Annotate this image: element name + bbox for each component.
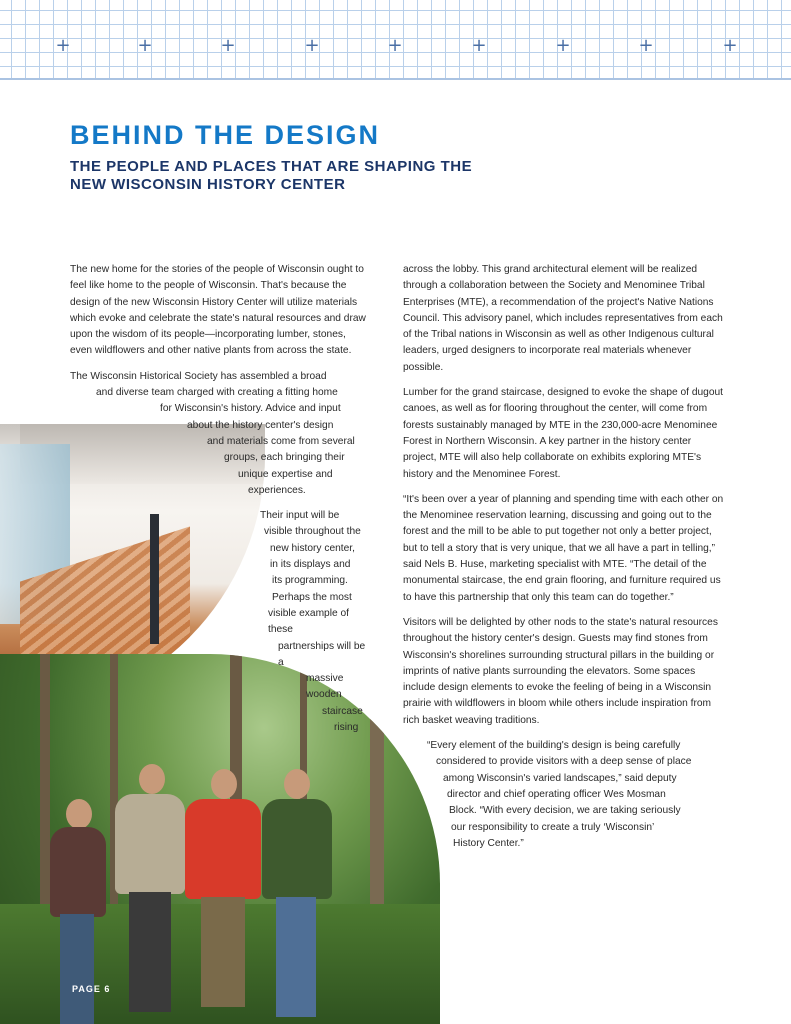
text-line: new history center, <box>270 542 355 554</box>
plus-icon: + <box>137 35 153 56</box>
text-line: our responsibility to create a truly ‘Wisconsin’ <box>451 821 655 833</box>
text-line: Their input will be <box>260 510 340 522</box>
plus-icon: + <box>471 35 487 56</box>
page-number: PAGE 6 <box>72 984 111 994</box>
text-line: considered to provide visitors with a deep sense of place <box>436 756 692 768</box>
text-line: staircase <box>322 705 363 717</box>
text-line: unique expertise and <box>238 468 333 480</box>
text-line: about the history center's design <box>187 419 334 431</box>
plus-icon: + <box>55 35 71 56</box>
header-grid-decoration <box>0 0 791 80</box>
body-paragraph <box>70 508 370 736</box>
text-line: massive wooden <box>306 673 344 701</box>
plus-icon: + <box>304 35 320 56</box>
text-line: visible throughout the <box>264 526 361 538</box>
text-line: Block. “With every decision, we are taking seriously <box>449 805 681 817</box>
text-line: and diverse team charged with creating a fitting home <box>96 387 338 399</box>
body-paragraph: Visitors will be delighted by other nods to the state's natural resources throughout the history center's design. Guests may find stones from Wisconsin's shorelines surrounding structural pillars in the building or imprints of native plants surrounding the elevators. Some spaces include design elements to evoke the feeling of being in a Wisconsin prairie with wildflowers in bloom while others include inspiration from rich basket weaving traditions. <box>403 616 718 726</box>
plus-icon: + <box>220 35 236 56</box>
text-line: rising <box>334 722 359 734</box>
text-line: The Wisconsin Historical Society has assembled a broad <box>70 370 327 382</box>
text-line: and materials come from several <box>207 435 355 447</box>
body-paragraph <box>70 369 370 499</box>
page-subtitle: THE PEOPLE AND PLACES THAT ARE SHAPING THE NEW WISCONSIN HISTORY CENTER <box>70 158 473 193</box>
left-column <box>70 262 370 736</box>
body-paragraph: The new home for the stories of the people of Wisconsin ought to feel like home to the people of Wisconsin. That's because the design of the new Wisconsin History Center will utilize materials which evoke and celebrate the state's natural resources and draw upon the wisdom of its people—incorporating lumber, stones, even wildflowers and other native plants from across the state. <box>70 264 366 357</box>
page-title: BEHIND THE DESIGN <box>70 120 381 150</box>
text-line: its programming. <box>272 575 348 587</box>
text-line: for Wisconsin's history. Advice and input <box>160 403 341 415</box>
body-paragraph: across the lobby. This grand architectural element will be realized through a collaboration between the Society and Menominee Tribal Enterprises (MTE), a recommendation of the project's Native Nations Council. This advisory panel, which includes representatives from each of the Tribal nations in Wisconsin as well as other Indigenous cultural leaders, urged designers to incorporate real materials whenever possible. <box>403 264 723 373</box>
text-line: visible example of these <box>268 607 349 636</box>
text-line: among Wisconsin's varied landscapes,” said deputy <box>443 772 677 784</box>
body-paragraph: Lumber for the grand staircase, designed to evoke the shape of dugout canoes, as well as for flooring throughout the center, will come from forests sustainably managed by MTE in the 230,000-acre Menominee Forest in Northern Wisconsin. A key partner in the history center project, MTE will also help collaborate on exhibits exploring MTE's history and the Menominee Forest. <box>403 387 723 480</box>
text-line: History Center.” <box>453 837 524 849</box>
quote-paragraph: “It's been over a year of planning and spending time with each other on the Menominee reservation learning, discussing and going out to the forest and the mill to be able to put together not only a better project, but to tell a story that is very unique, that we all have a part in telling,” said Nels B. Huse, marketing specialist with MTE. “The detail of the monumental staircase, the end grain flooring, and furniture required us to have this partnership that only this team can do together.” <box>403 493 724 603</box>
plus-icon: + <box>722 35 738 56</box>
text-line: groups, each bringing their <box>224 452 345 464</box>
text-line: director and chief operating officer Wes Mosman <box>447 788 666 800</box>
plus-icon: + <box>387 35 403 56</box>
text-line: in its displays and <box>270 559 351 571</box>
text-line: experiences. <box>248 484 306 496</box>
plus-icon: + <box>555 35 571 56</box>
text-line: Perhaps the most <box>272 591 352 603</box>
quote-paragraph <box>403 738 725 852</box>
right-column <box>403 262 725 852</box>
text-line: “Every element of the building's design is being carefully <box>427 740 681 752</box>
plus-icon: + <box>638 35 654 56</box>
text-line: partnerships will be a <box>278 640 366 668</box>
